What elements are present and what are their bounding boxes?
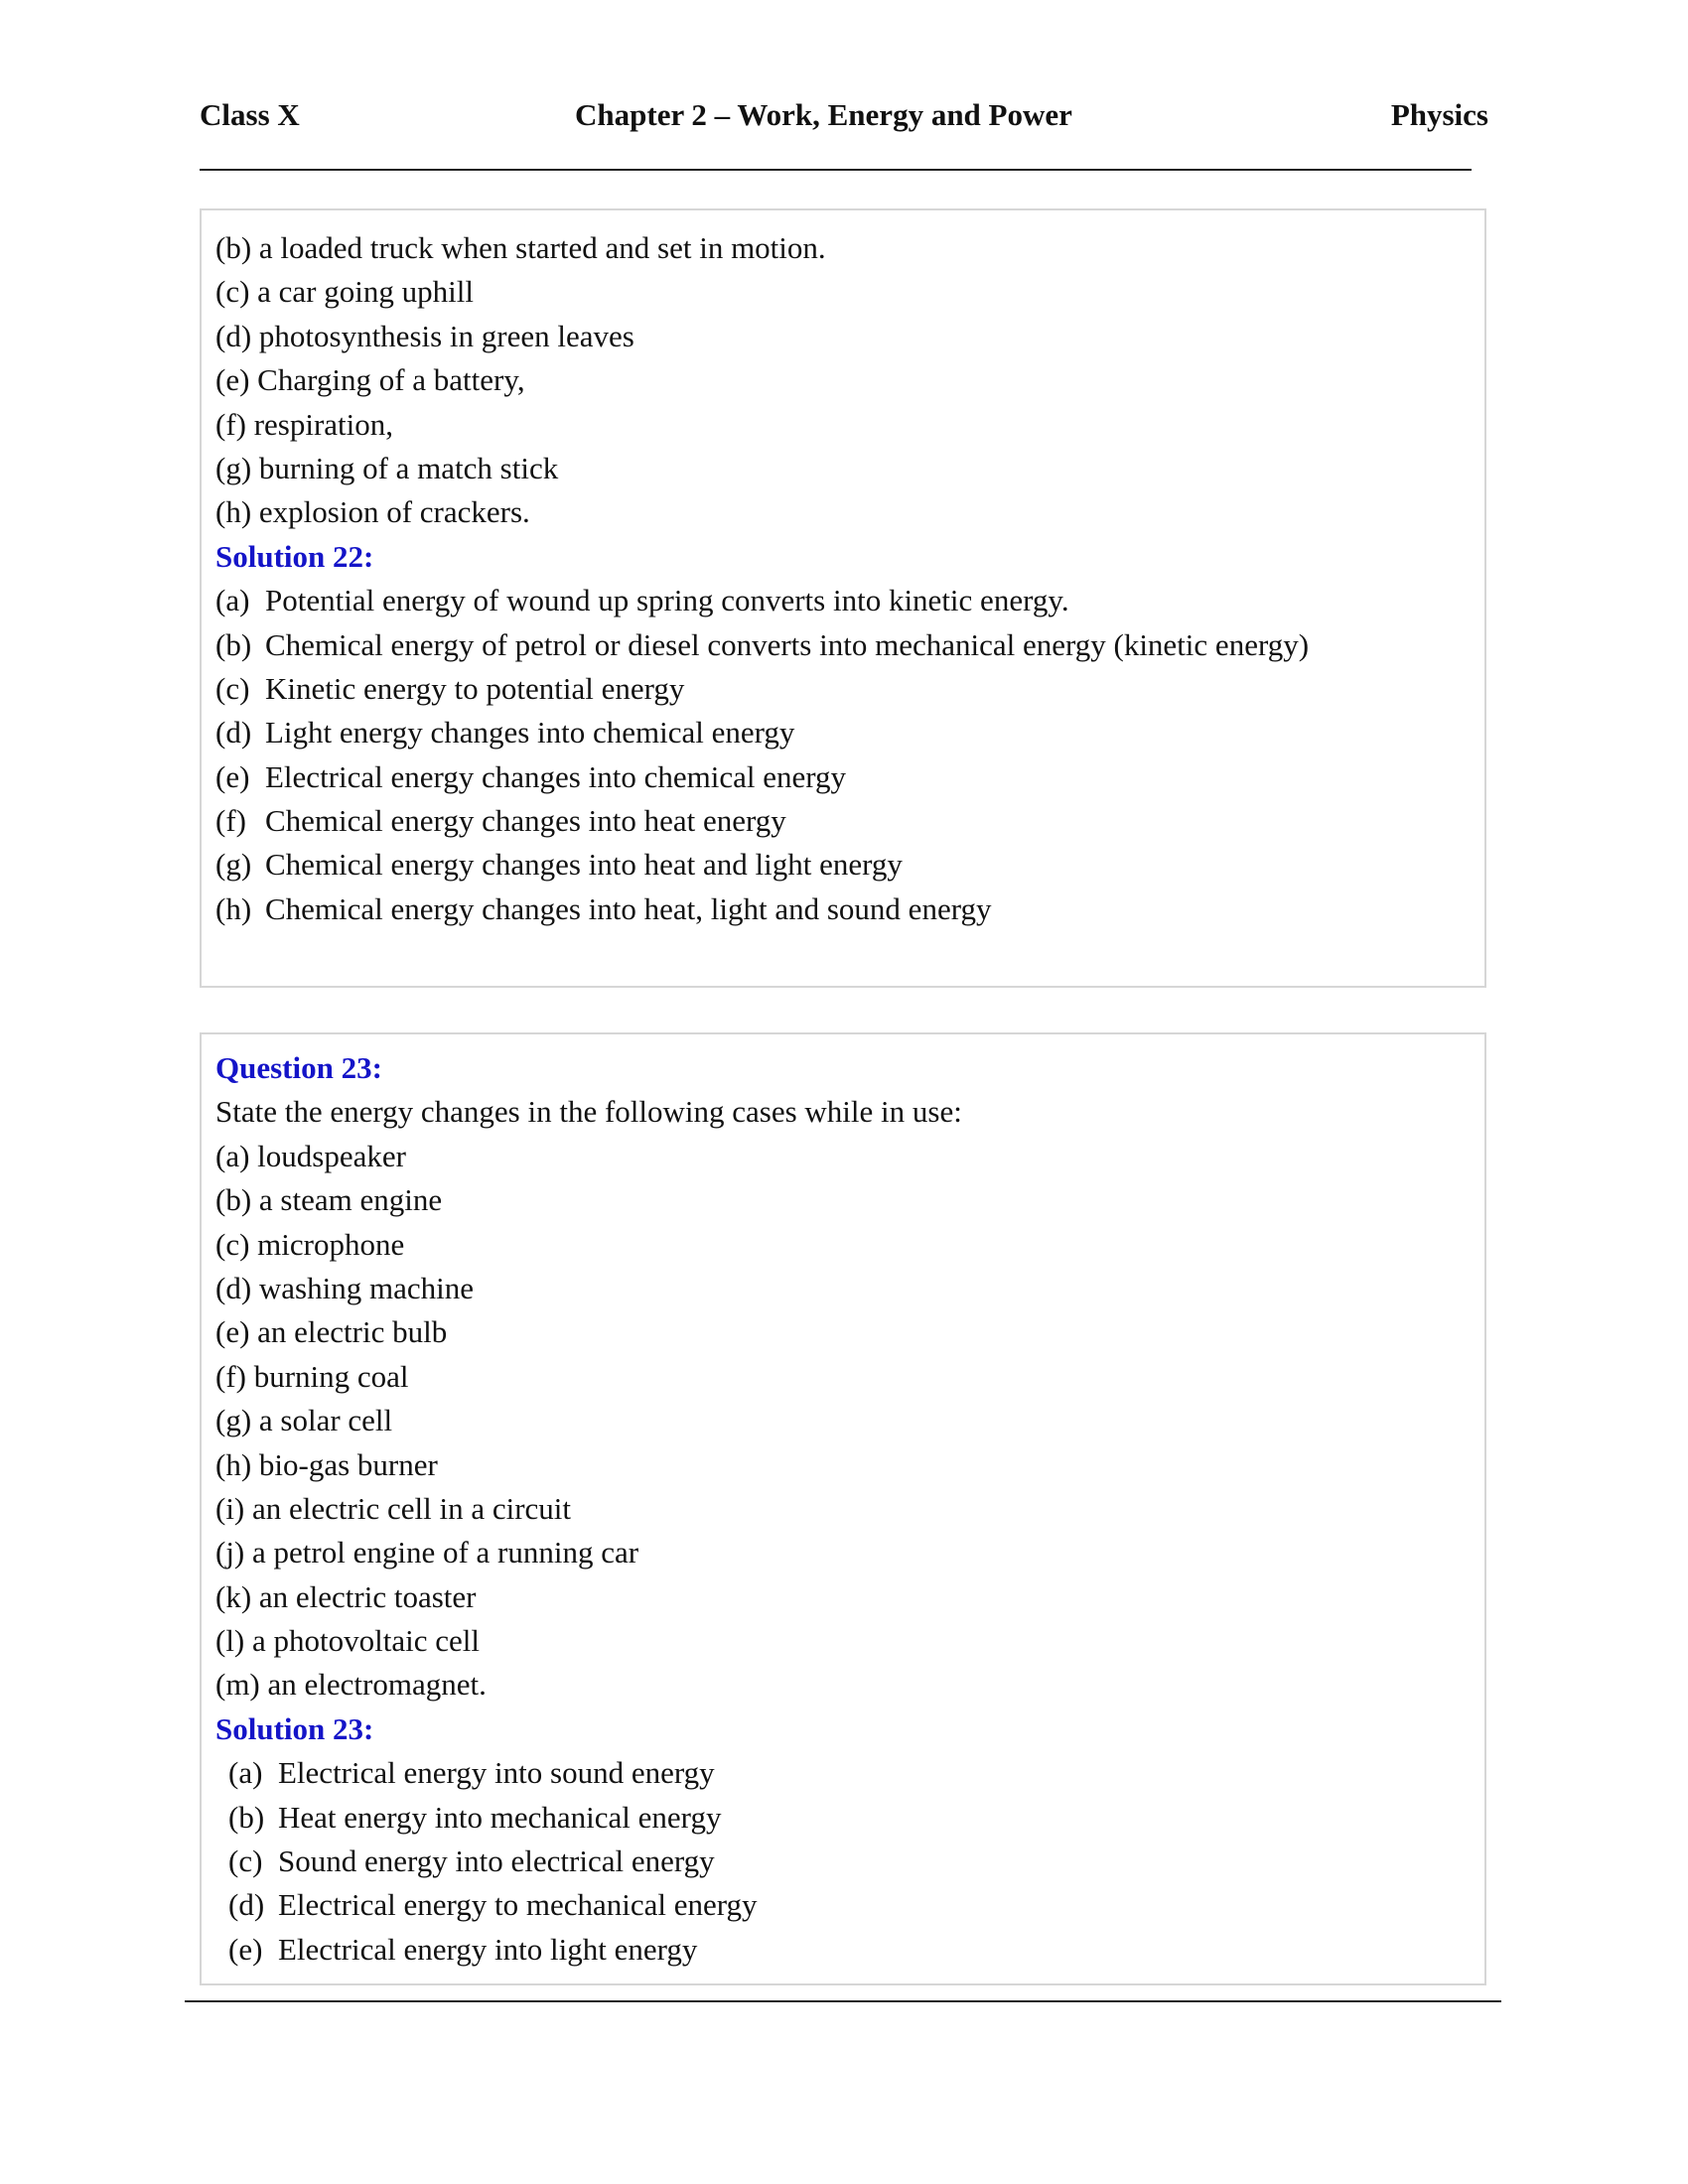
- solution-item-label: (b): [215, 626, 252, 662]
- solution-item-text: Light energy changes into chemical energy: [265, 715, 795, 751]
- answer-box-22: [200, 208, 1486, 988]
- solution-item-label: (d): [228, 1887, 265, 1923]
- solution-item-label: (e): [228, 1931, 263, 1967]
- solution-item-label: (c): [215, 670, 250, 706]
- question-23-item: (c) microphone: [215, 1226, 405, 1262]
- solution-23-list: [215, 1751, 962, 1972]
- solution-item-label: (g): [215, 847, 252, 883]
- solution-23-item: [215, 1796, 962, 1840]
- solution-23-item: [215, 1840, 962, 1883]
- solution-item-text: Heat energy into mechanical energy: [278, 1799, 722, 1835]
- question-box-23-content: [215, 1046, 962, 1972]
- solution-item-label: (b): [228, 1799, 265, 1835]
- question-22-item: (d) photosynthesis in green leaves: [215, 318, 634, 353]
- solution-item-label: (e): [215, 758, 250, 794]
- solution-22-item: [215, 623, 1309, 667]
- solution-item-text: Electrical energy into light energy: [278, 1931, 698, 1967]
- answer-box-22-content: [215, 226, 1309, 931]
- solution-item-text: Electrical energy changes into chemical energy: [265, 758, 847, 794]
- question-22-item: (f) respiration,: [215, 406, 394, 442]
- solution-23-item: [215, 1751, 962, 1795]
- header-chapter-title: Chapter 2 – Work, Energy and Power: [575, 97, 1072, 132]
- solution-item-label: (a): [215, 583, 250, 618]
- solution-item-label: (f): [215, 803, 246, 839]
- question-23-item: (e) an electric bulb: [215, 1314, 448, 1350]
- question-22-item: (b) a loaded truck when started and set in motion.: [215, 230, 826, 265]
- question-23-item: (l) a photovoltaic cell: [215, 1623, 480, 1659]
- solution-item-label: (a): [228, 1755, 263, 1791]
- question-22-item: (g) burning of a match stick: [215, 450, 559, 485]
- solution-item-label: (h): [215, 890, 252, 926]
- solution-23-item: [215, 1883, 962, 1927]
- solution-22-item: [215, 579, 1309, 622]
- solution-item-label: (d): [215, 715, 252, 751]
- question-22-item: (h) explosion of crackers.: [215, 494, 530, 530]
- question-23-heading: Question 23:: [215, 1050, 382, 1085]
- solution-item-text: Chemical energy changes into heat, light and sound energy: [265, 890, 992, 926]
- question-23-item: (g) a solar cell: [215, 1403, 393, 1438]
- question-23-item: (j) a petrol engine of a running car: [215, 1535, 639, 1570]
- solution-item-text: Electrical energy into sound energy: [278, 1755, 715, 1791]
- solution-item-text: Electrical energy to mechanical energy: [278, 1887, 758, 1923]
- solution-22-item: [215, 755, 1309, 799]
- solution-item-text: Chemical energy changes into heat and light energy: [265, 847, 903, 883]
- header-divider: [200, 169, 1472, 171]
- solution-22-item: [215, 843, 1309, 887]
- question-23-item: (f) burning coal: [215, 1358, 409, 1394]
- solution-22-heading: Solution 22:: [215, 538, 374, 574]
- question-box-23: [200, 1032, 1486, 1985]
- question-22-item: (e) Charging of a battery,: [215, 362, 525, 398]
- page-header: [200, 97, 1488, 141]
- question-23-item: (d) washing machine: [215, 1270, 474, 1305]
- question-23-text: State the energy changes in the following cases while in use:: [215, 1094, 962, 1130]
- header-class: Class X: [200, 97, 300, 132]
- solution-22-item: [215, 887, 1309, 931]
- solution-item-text: Potential energy of wound up spring converts into kinetic energy.: [265, 583, 1069, 618]
- solution-23-heading: Solution 23:: [215, 1710, 374, 1746]
- question-23-item: (b) a steam engine: [215, 1182, 443, 1218]
- solution-item-text: Chemical energy of petrol or diesel converts into mechanical energy (kinetic energy): [265, 626, 1310, 662]
- question-23-item: (a) loudspeaker: [215, 1138, 406, 1173]
- footer-divider: [185, 2000, 1501, 2002]
- solution-22-item: [215, 799, 1309, 843]
- solution-22-item: [215, 711, 1309, 754]
- solution-item-text: Kinetic energy to potential energy: [265, 670, 685, 706]
- question-23-item: (m) an electromagnet.: [215, 1667, 487, 1703]
- solution-item-text: Sound energy into electrical energy: [278, 1843, 715, 1879]
- solution-item-text: Chemical energy changes into heat energy: [265, 803, 786, 839]
- header-subject: Physics: [1390, 97, 1488, 132]
- solution-22-item: [215, 667, 1309, 711]
- question-23-item: (h) bio-gas burner: [215, 1446, 438, 1482]
- solution-item-label: (c): [228, 1843, 263, 1879]
- question-22-item: (c) a car going uphill: [215, 274, 474, 310]
- question-23-item: (i) an electric cell in a circuit: [215, 1490, 572, 1526]
- solution-23-item: [215, 1928, 962, 1972]
- question-23-item: (k) an electric toaster: [215, 1578, 477, 1614]
